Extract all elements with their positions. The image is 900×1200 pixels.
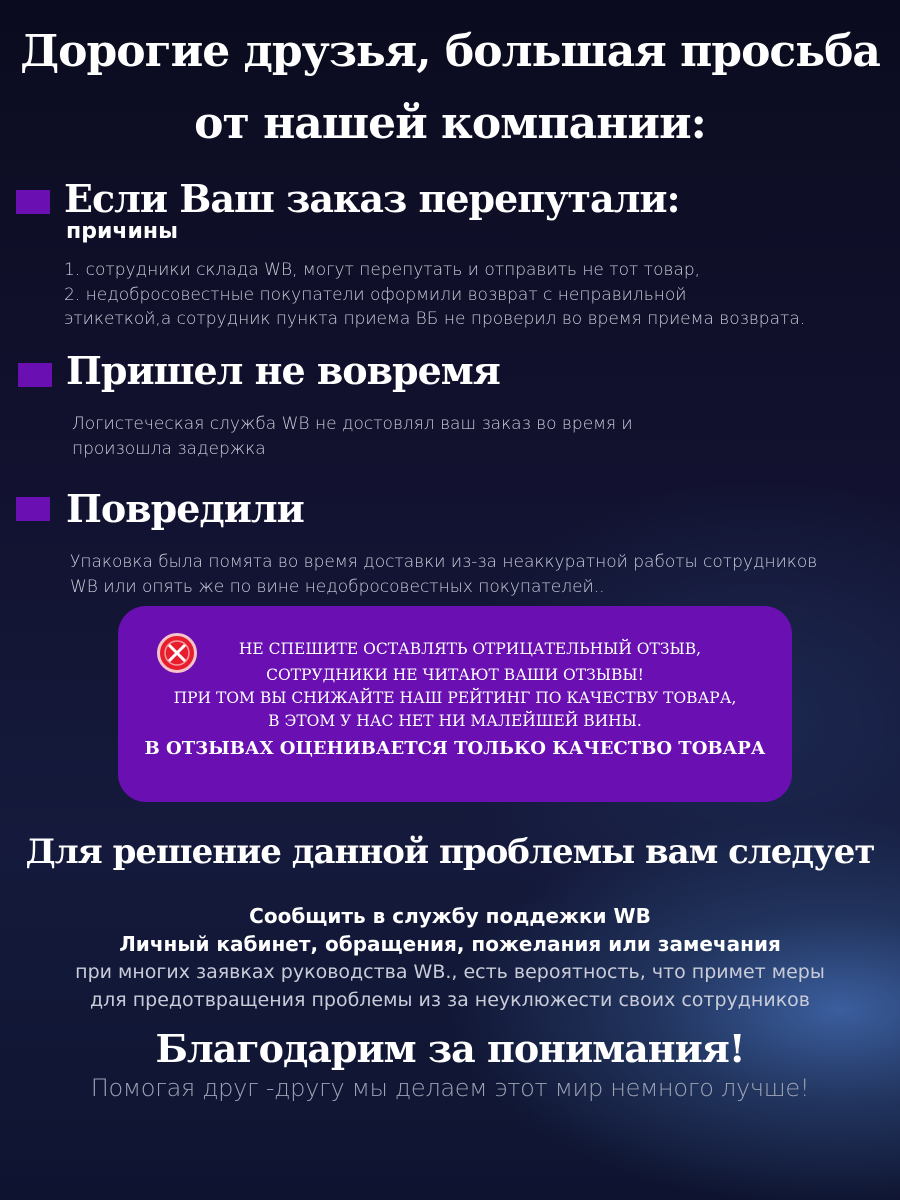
section-1-heading: Если Ваш заказ перепутали: [64, 176, 680, 221]
page-title-line-1: Дорогие друзья, большая просьба [20, 26, 880, 77]
solution-line-1: при многих заявках руководства WB., есть вероятность, что примет меры [75, 961, 825, 983]
solution-heading: Для решение данной проблемы вам следует [25, 832, 875, 872]
section-2-line-1: Логистеческая служба WB не достовлял ваш заказ во время и [72, 414, 633, 434]
tagline: Помогая друг -другу мы делаем этот мир немного лучше! [90, 1074, 810, 1102]
warning-line-4: В ЭТОМ У НАС НЕТ НИ МАЛЕЙШЕЙ ВИНЫ. [268, 712, 642, 730]
section-3-bullet [16, 497, 50, 521]
solution-bold-line-1: Сообщить в службу поддежки WB [249, 904, 651, 928]
section-1-bullet [16, 190, 50, 214]
solution-line-2: для предотвращения проблемы из за неуклюжести своих сотрудников [89, 989, 810, 1011]
section-3-heading: Повредили [66, 486, 304, 531]
warning-strong-line: В ОТЗЫВАХ ОЦЕНИВАЕТСЯ ТОЛЬКО КАЧЕСТВО ТОВАРА [144, 738, 766, 759]
section-3-line-1: Упаковка была помята во время доставки из-за неаккуратной работы сотрудников [70, 552, 818, 572]
warning-line-1: НЕ СПЕШИТЕ ОСТАВЛЯТЬ ОТРИЦАТЕЛЬНЫЙ ОТЗЫВ, [238, 640, 702, 658]
section-1-line-2: 2. недобросовестные покупатели оформили возврат с неправильной [64, 285, 687, 305]
thanks-heading: Благодарим за понимания! [155, 1026, 745, 1071]
warning-line-3: ПРИ ТОМ ВЫ СНИЖАЙТЕ НАШ РЕЙТИНГ ПО КАЧЕСТВУ ТОВАРА, [173, 689, 737, 707]
page-title-line-2: от нашей компании: [194, 98, 706, 149]
solution-bold-line-2: Личный кабинет, обращения, пожелания или замечания [119, 932, 781, 956]
section-2-bullet [18, 363, 52, 387]
section-3-line-2: WB или опять же по вине недобросовестных покупателей.. [70, 577, 605, 597]
section-2-heading: Пришел не вовремя [66, 348, 500, 393]
section-2-line-2: произошла задержка [72, 439, 266, 459]
section-1-line-3: этикеткой,а сотрудник пункта приема ВБ не проверил во время приема возврата. [64, 309, 806, 329]
warning-line-2: СОТРУДНИКИ НЕ ЧИТАЮТ ВАШИ ОТЗЫВЫ! [266, 666, 644, 684]
section-1-line-1: 1. сотрудники склада WB, могут перепутать и отправить не тот товар, [64, 260, 701, 280]
section-1-sublabel: причины [66, 219, 178, 244]
